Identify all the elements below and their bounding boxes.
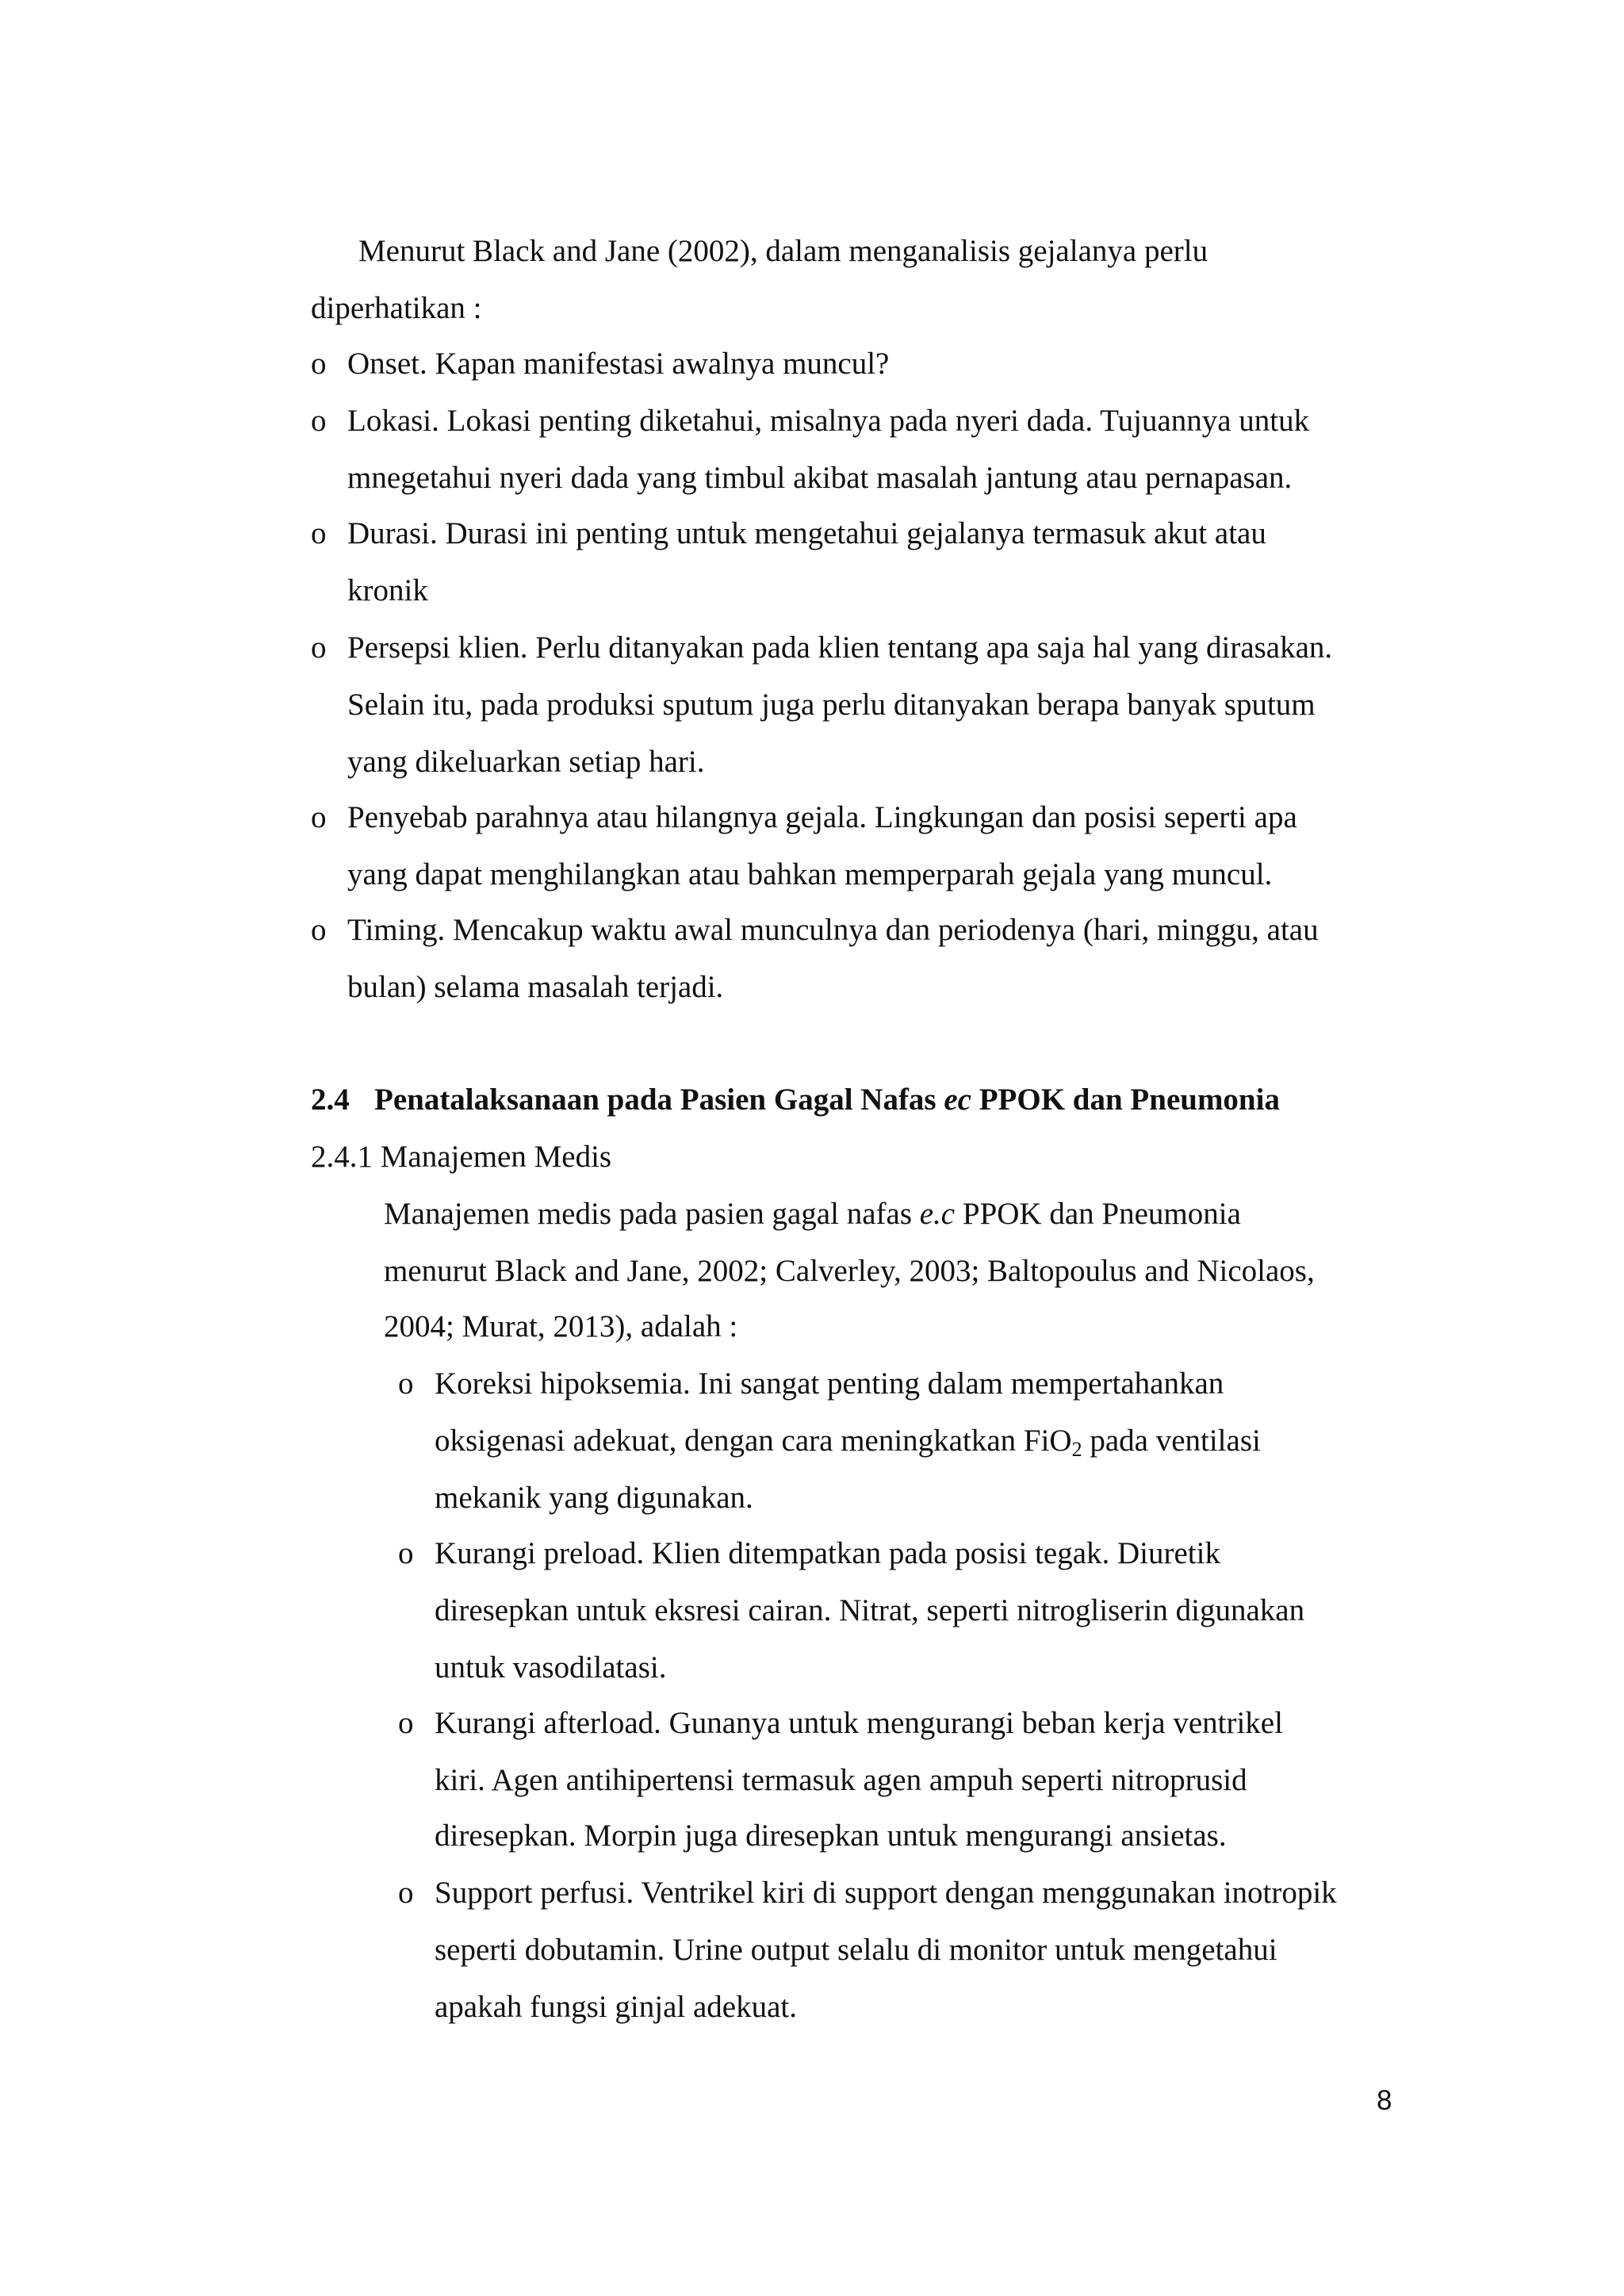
management-item-perfusi-line-2: seperti dobutamin. Urine output selalu di monitor untuk mengetahui bbox=[435, 1933, 1277, 1967]
symptom-item-persepsi-line-3: yang dikeluarkan setiap hari. bbox=[347, 745, 705, 779]
fio2-text-before: oksigenasi adekuat, dengan cara meningkatkan FiO bbox=[435, 1424, 1072, 1458]
bullet-marker: o bbox=[311, 404, 327, 438]
bullet-marker: o bbox=[398, 1366, 414, 1401]
symptom-item-durasi-line-2: kronik bbox=[347, 573, 428, 608]
fio2-subscript: 2 bbox=[1071, 1438, 1082, 1461]
management-item-hipoksemia-line-2 bbox=[435, 1421, 1261, 1461]
symptom-item-timing-line-1: Timing. Mencakup waktu awal munculnya dan periodenya (hari, minggu, atau bbox=[347, 913, 1319, 947]
bullet-marker: o bbox=[311, 800, 327, 834]
management-item-afterload-line-2: kiri. Agen antihipertensi termasuk agen ampuh seperti nitroprusid bbox=[435, 1763, 1247, 1797]
symptom-item-penyebab-line-1: Penyebab parahnya atau hilangnya gejala. Lingkungan dan posisi seperti apa bbox=[347, 800, 1297, 834]
paragraph-text-part-1: Manajemen medis pada pasien gagal nafas bbox=[384, 1197, 920, 1231]
symptom-item-durasi-line-1: Durasi. Durasi ini penting untuk mengetahui gejalanya termasuk akut atau bbox=[347, 516, 1266, 550]
management-item-preload-line-1: Kurangi preload. Klien ditempatkan pada posisi tegak. Diuretik bbox=[435, 1536, 1220, 1570]
symptom-item-penyebab-line-2: yang dapat menghilangkan atau bahkan memperparah gejala yang muncul. bbox=[347, 857, 1273, 891]
bullet-marker: o bbox=[311, 516, 327, 550]
management-item-afterload-line-1: Kurangi afterload. Gunanya untuk mengurangi beban kerja ventrikel bbox=[435, 1706, 1283, 1740]
symptom-item-persepsi-line-2: Selain itu, pada produksi sputum juga perlu ditanyakan berapa banyak sputum bbox=[347, 688, 1316, 722]
management-item-preload-line-2: diresepkan untuk eksresi cairan. Nitrat, seperti nitrogliserin digunakan bbox=[435, 1593, 1305, 1627]
fio2-text-after: pada ventilasi bbox=[1082, 1424, 1261, 1458]
bullet-marker: o bbox=[311, 913, 327, 947]
section-title bbox=[374, 1080, 1280, 1120]
symptom-item-lokasi-line-2: mnegetahui nyeri dada yang timbul akibat masalah jantung atau pernapasan. bbox=[347, 461, 1293, 495]
paragraph-text-part-2: PPOK dan Pneumonia bbox=[955, 1197, 1241, 1231]
subsection-title: 2.4.1 Manajemen Medis bbox=[311, 1140, 612, 1174]
management-item-perfusi-line-3: apakah fungsi ginjal adekuat. bbox=[435, 1990, 798, 2024]
bullet-marker: o bbox=[311, 347, 327, 381]
symptom-item-lokasi-line-1: Lokasi. Lokasi penting diketahui, misalnya pada nyeri dada. Tujuannya untuk bbox=[347, 404, 1310, 438]
management-item-perfusi-line-1: Support perfusi. Ventrikel kiri di support dengan menggunakan inotropik bbox=[435, 1876, 1337, 1910]
management-item-afterload-line-3: diresepkan. Morpin juga diresepkan untuk mengurangi ansietas. bbox=[435, 1819, 1227, 1853]
management-item-hipoksemia-line-3: mekanik yang digunakan. bbox=[435, 1481, 753, 1515]
bullet-marker: o bbox=[398, 1536, 414, 1570]
management-item-hipoksemia-line-1: Koreksi hipoksemia. Ini sangat penting dalam mempertahankan bbox=[435, 1366, 1224, 1401]
symptom-item-timing-line-2: bulan) selama masalah terjadi. bbox=[347, 970, 724, 1004]
bullet-marker: o bbox=[398, 1706, 414, 1740]
intro-line-2: diperhatikan : bbox=[311, 291, 482, 325]
subsection-paragraph-line-2: menurut Black and Jane, 2002; Calverley, 2003; Baltopoulus and Nicolaos, bbox=[384, 1254, 1315, 1288]
bullet-marker: o bbox=[311, 631, 327, 665]
intro-line-1: Menurut Black and Jane (2002), dalam menganalisis gejalanya perlu bbox=[358, 234, 1208, 268]
subsection-paragraph-line-1 bbox=[384, 1194, 1241, 1234]
section-title-italic: ec bbox=[944, 1083, 971, 1117]
bullet-marker: o bbox=[398, 1876, 414, 1910]
management-item-preload-line-3: untuk vasodilatasi. bbox=[435, 1650, 667, 1685]
section-title-part-2: PPOK dan Pneumonia bbox=[971, 1083, 1280, 1117]
section-title-part-1: Penatalaksanaan pada Pasien Gagal Nafas bbox=[374, 1083, 944, 1117]
paragraph-text-italic: e.c bbox=[919, 1197, 956, 1231]
section-number: 2.4 bbox=[311, 1083, 350, 1117]
symptom-item-persepsi-line-1: Persepsi klien. Perlu ditanyakan pada klien tentang apa saja hal yang dirasakan. bbox=[347, 631, 1333, 665]
page-number: 8 bbox=[1377, 2085, 1392, 2116]
subsection-paragraph-line-3: 2004; Murat, 2013), adalah : bbox=[384, 1309, 738, 1343]
symptom-item-onset: Onset. Kapan manifestasi awalnya muncul? bbox=[347, 347, 890, 381]
